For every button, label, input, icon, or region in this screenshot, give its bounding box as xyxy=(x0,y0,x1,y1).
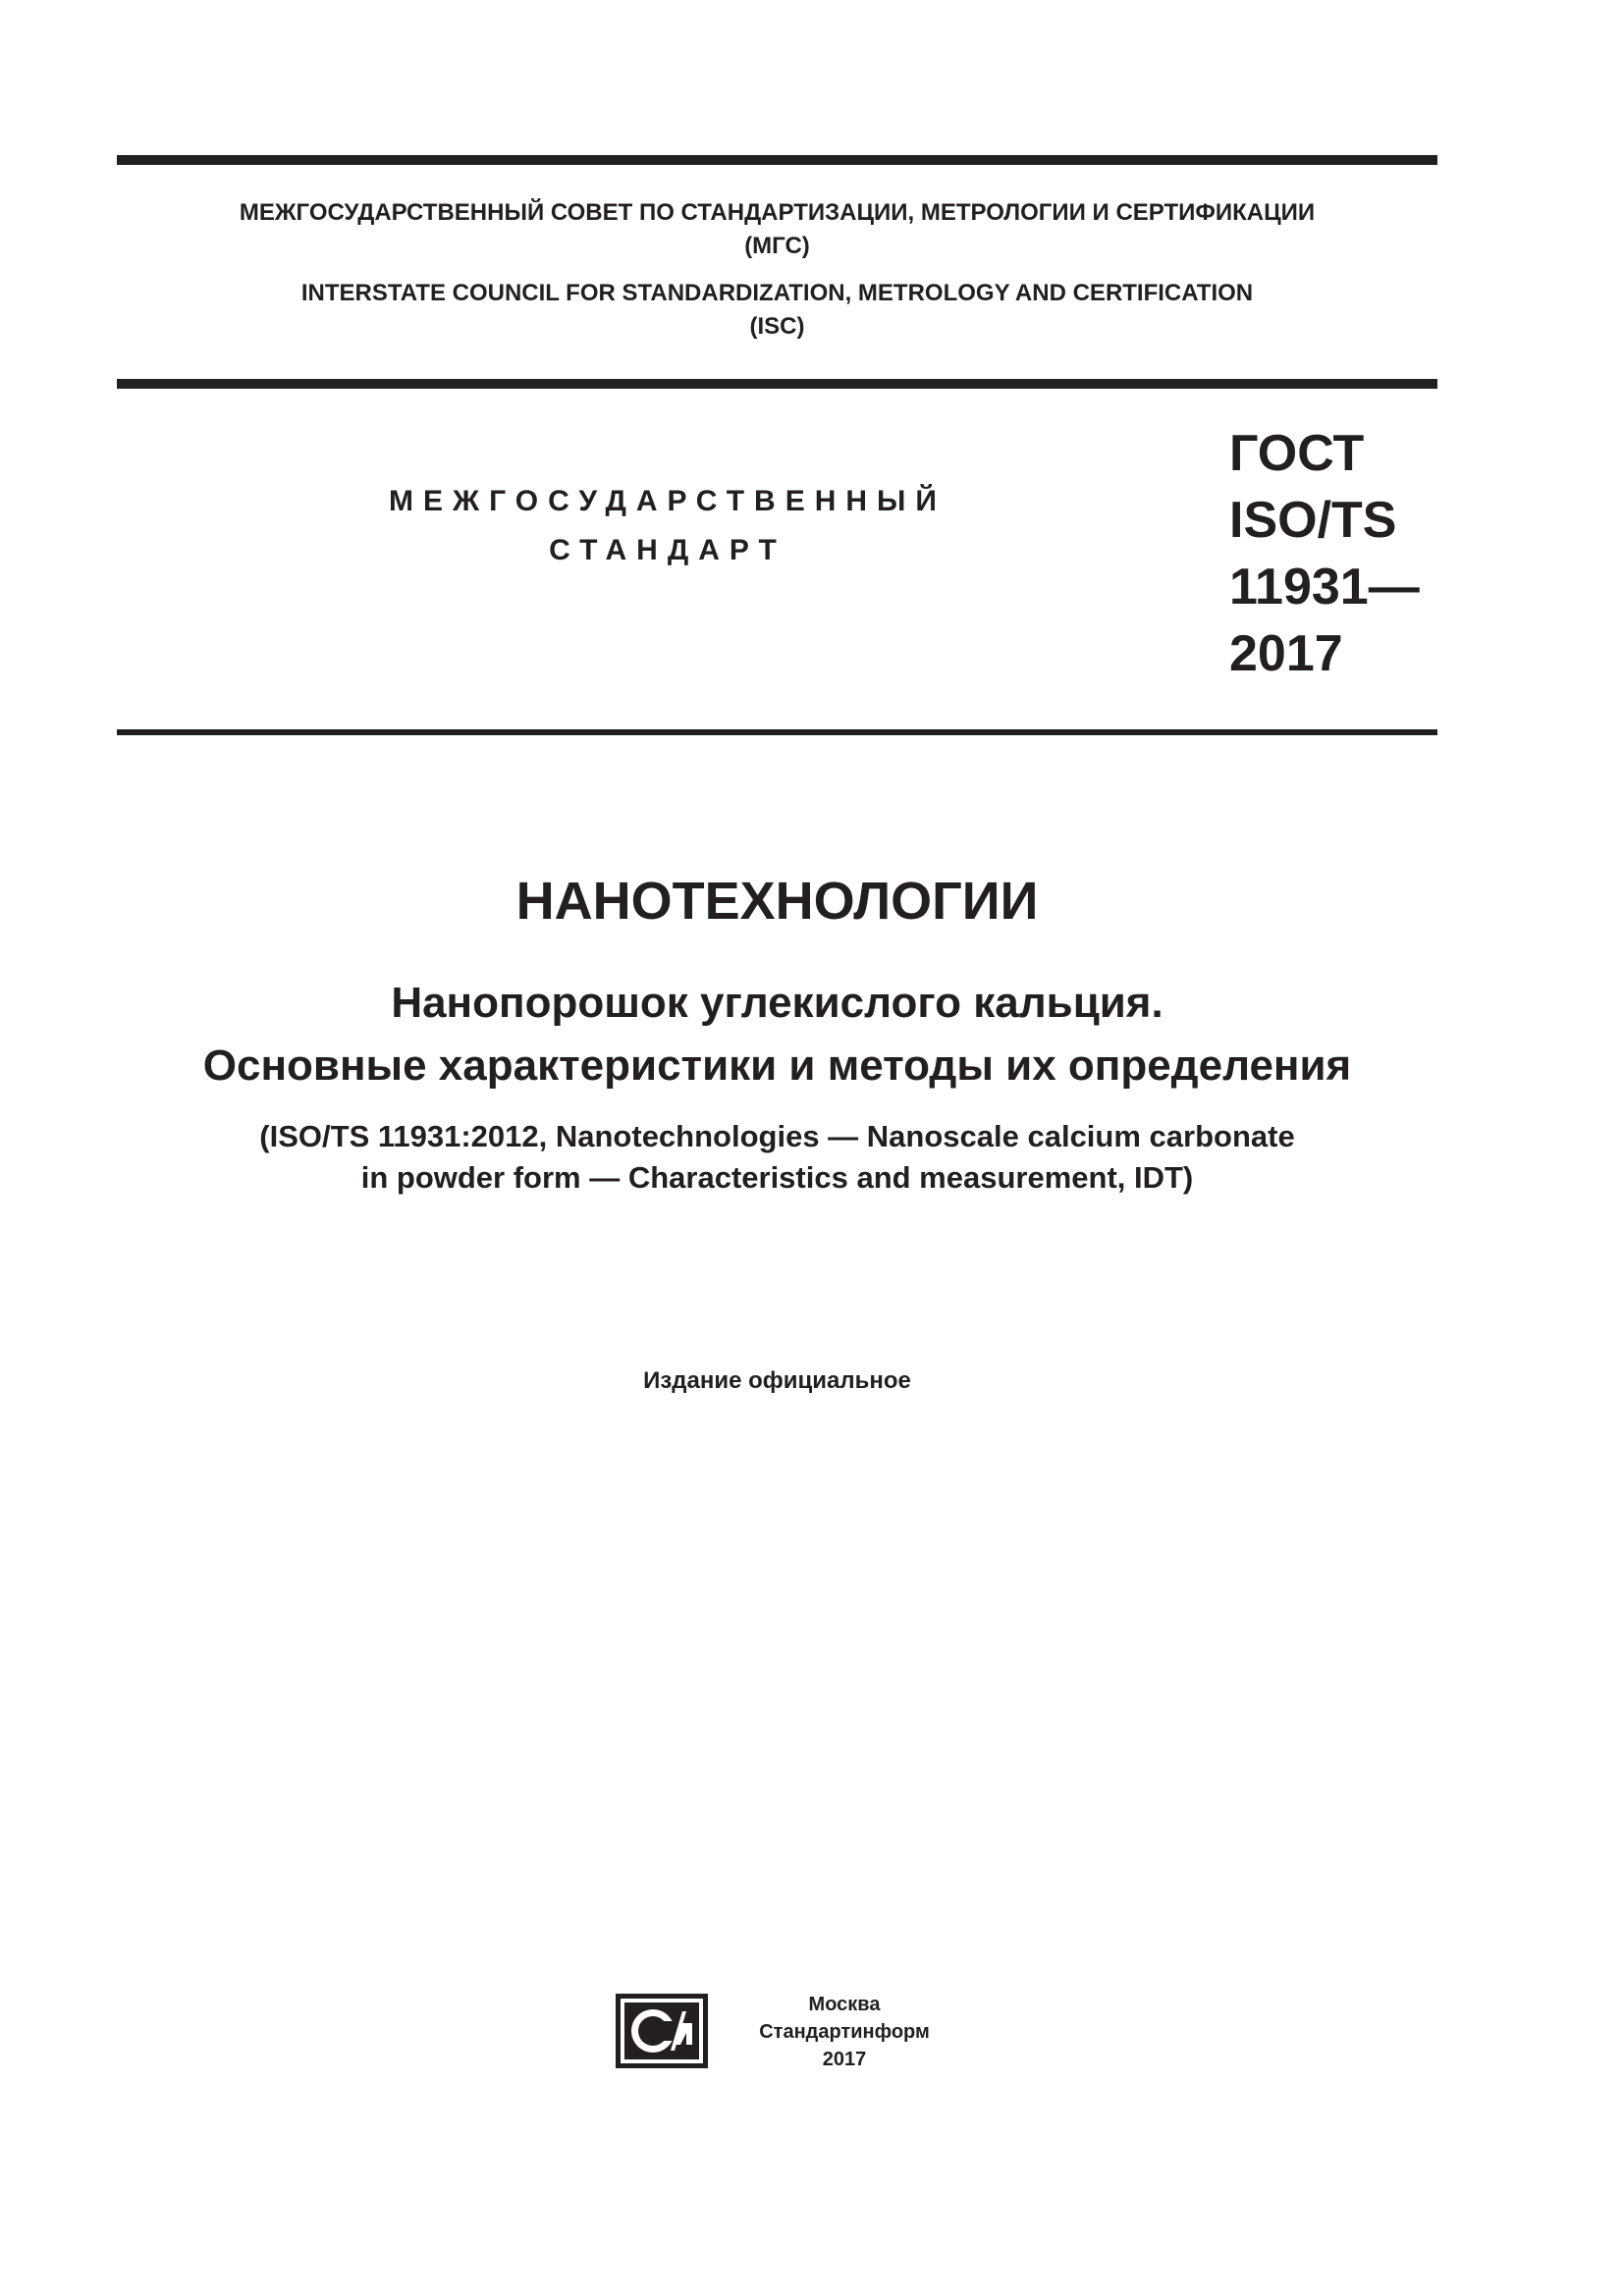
publisher-block xyxy=(727,1991,962,2073)
edition-label: Издание официальное xyxy=(643,1367,911,1394)
gost-line2: ISO/TS xyxy=(1229,492,1397,549)
publisher-city: Москва xyxy=(808,1994,881,2015)
council-name-en-text: INTERSTATE COUNCIL FOR STANDARDIZATION, METROLOGY AND CERTIFICATION xyxy=(300,280,1254,306)
top-rule xyxy=(117,155,1437,165)
gost-designation xyxy=(1229,420,1420,687)
standard-type xyxy=(334,477,1001,575)
gost-line4: 2017 xyxy=(1229,625,1343,682)
middle-rule xyxy=(117,379,1437,389)
original-line2: in powder form — Characteristics and measurement, IDT) xyxy=(360,1160,1194,1195)
standartinform-logo xyxy=(616,1994,708,2068)
council-name-en xyxy=(117,277,1437,344)
standard-type-line1: МЕЖГОСУДАРСТВЕННЫЙ xyxy=(389,485,947,517)
gost-line3: 11931— xyxy=(1229,559,1420,615)
council-abbr-ru: (МГС) xyxy=(744,233,810,259)
original-standard-reference xyxy=(98,1116,1456,1199)
council-abbr-en: (ISC) xyxy=(749,313,805,340)
gost-line1: ГОСТ xyxy=(1229,425,1365,482)
publisher-year: 2017 xyxy=(822,2049,867,2070)
header-bottom-rule xyxy=(117,729,1437,735)
standard-type-line2: СТАНДАРТ xyxy=(549,534,786,566)
council-name-ru-text: МЕЖГОСУДАРСТВЕННЫЙ СОВЕТ ПО СТАНДАРТИЗАЦИИ, МЕТРОЛОГИИ И СЕРТИФИКАЦИИ xyxy=(239,199,1316,226)
document-subtitle xyxy=(98,972,1456,1097)
subtitle-line1: Нанопорошок углекислого кальция. xyxy=(391,979,1163,1027)
publisher-name: Стандартинформ xyxy=(759,2021,930,2043)
subtitle-line2: Основные характеристики и методы их определения xyxy=(202,1041,1352,1090)
original-line1: (ISO/TS 11931:2012, Nanotechnologies — Nanoscale calcium carbonate xyxy=(259,1119,1295,1153)
document-title: НАНОТЕХНОЛОГИИ xyxy=(515,872,1039,931)
council-name-ru xyxy=(117,196,1437,263)
